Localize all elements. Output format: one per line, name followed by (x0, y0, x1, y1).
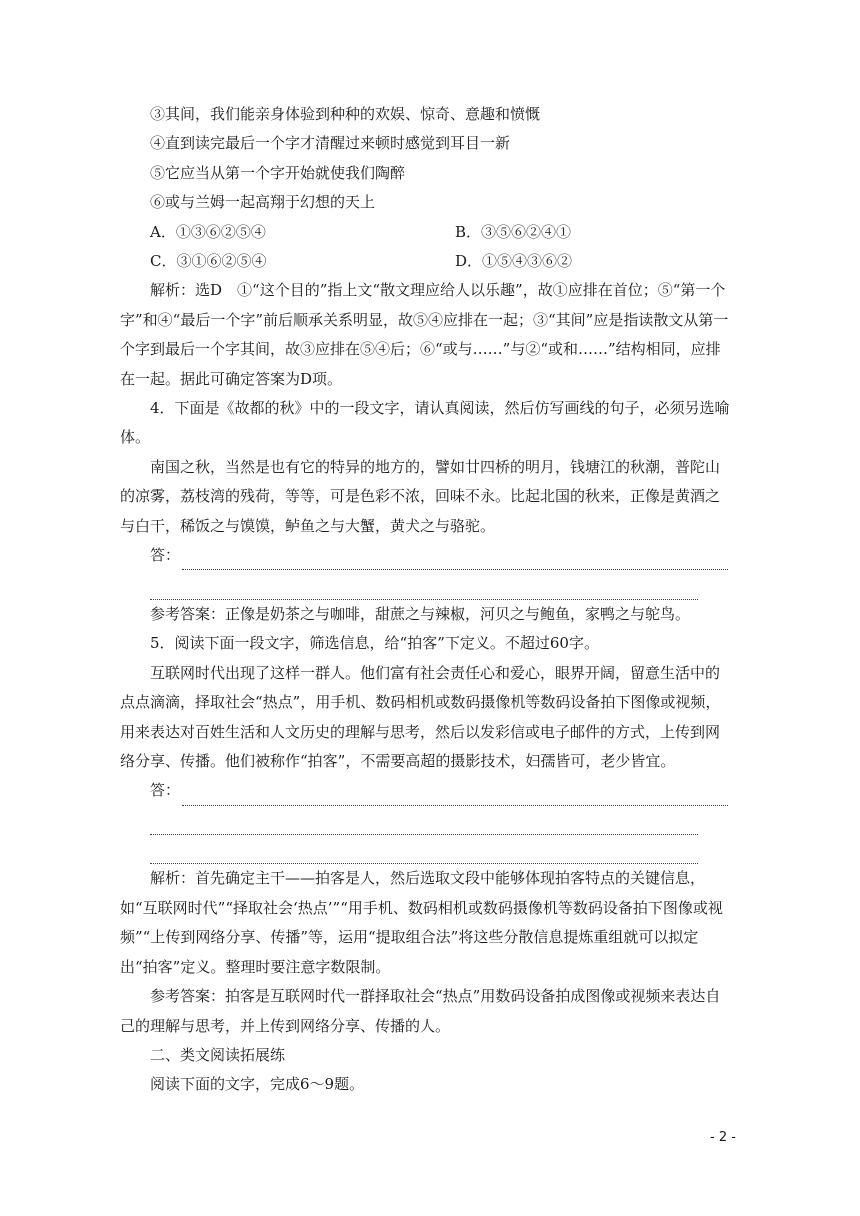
q4-reference-answer: 参考答案：正像是奶茶之与咖啡，甜蔗之与辣椒，河贝之与鲍鱼，家鸭之与鸵鸟。 (150, 604, 691, 623)
answer-label: 答： (150, 546, 181, 565)
q5-reference-answer: 参考答案：拍客是互联网时代一群择取社会“热点”用数码设备拍成图像或视频来表达自己的理解与思考，并上传到网络分享、传播的人。 (120, 987, 721, 1035)
q4-answer-line-2 (120, 570, 730, 599)
options-row-1 (120, 218, 730, 247)
answer-blank (150, 822, 698, 835)
option-c: C．③①⑥②⑤④ (150, 252, 267, 271)
answer-blank (182, 793, 728, 806)
page-content (120, 100, 730, 1100)
q5-answer-line-3 (120, 835, 730, 864)
answer-blank (182, 557, 728, 570)
question-4: 4．下面是《故都的秋》中的一段文字，请认真阅读，然后仿写画线的句子，必须另选喻体。 (120, 399, 730, 447)
section-heading: 二、类文阅读拓展练 (150, 1045, 286, 1064)
q4-passage: 南国之秋，当然是也有它的特异的地方的，譬如廿四桥的明月，钱塘江的秋潮，普陀山的凉雾，荔枝湾的残荷，等等，可是色彩不浓，回味不永。比起北国的秋来，正像是黄酒之与白干，稀饭之与馍馍，鲈鱼之与大蟹，黄犬之与骆驼。 (120, 457, 721, 535)
answer-blank (150, 587, 698, 600)
q3-analysis: 解析：选D ①“这个目的”指上文“散文理应给人以乐趣”，故①应排在首位；⑤“第一个字”和④“最后一个字”前后顺承关系明显，故⑤④应排在一起；③“其间”应是指读散文从第一个字到最后一个字其间，故③应排在⑤④后；⑥“或与……”与②“或和……”结构相同，应排在一起。据此可确定答案为D项。 (120, 281, 729, 388)
option-b: B．③⑤⑥②④① (455, 222, 572, 241)
q5-answer-line (120, 776, 730, 805)
option-a: A．①③⑥②⑤④ (150, 222, 266, 241)
sentence-6: ⑥或与兰姆一起高翔于幻想的天上 (150, 193, 376, 212)
q4-answer-line (120, 541, 730, 570)
page-number: - 2 - (710, 1130, 736, 1145)
options-row-2 (120, 247, 730, 276)
q5-analysis: 解析：首先确定主干——拍客是人，然后选取文段中能够体现拍客特点的关键信息，如“互联网时代”“择取社会‘热点’”“用手机、数码相机或数码摄像机等数码设备拍下图像或视频”“上传到网络分享、传播”等，运用“提取组合法”将这些分散信息提炼重组就可以拟定出“拍客”定义。整理时要注意字数限制。 (120, 869, 723, 976)
section-intro: 阅读下面的文字，完成6～9题。 (150, 1075, 365, 1094)
sentence-4: ④直到读完最后一个字才清醒过来顿时感觉到耳目一新 (150, 134, 511, 153)
answer-label: 答： (150, 781, 181, 800)
q5-answer-line-2 (120, 806, 730, 835)
q5-passage: 互联网时代出现了这样一群人。他们富有社会责任心和爱心，眼界开阔，留意生活中的点点滴滴，择取社会“热点”，用手机、数码相机或数码摄像机等数码设备拍下图像或视频，用来表达对百姓生活和人文历史的理解与思考，然后以发彩信或电子邮件的方式，上传到网络分享、传播。他们被称作“拍客”，不需要高超的摄影技术，妇孺皆可，老少皆宜。 (120, 663, 721, 770)
sentence-5: ⑤它应当从第一个字开始就使我们陶醉 (150, 163, 406, 182)
answer-blank (150, 851, 698, 864)
question-5: 5．阅读下面一段文字，筛选信息，给“拍客”下定义。不超过60字。 (150, 634, 599, 653)
option-d: D．①⑤④③⑥② (455, 252, 573, 271)
sentence-3: ③其间，我们能亲身体验到种种的欢娱、惊奇、意趣和愤慨 (150, 105, 541, 123)
